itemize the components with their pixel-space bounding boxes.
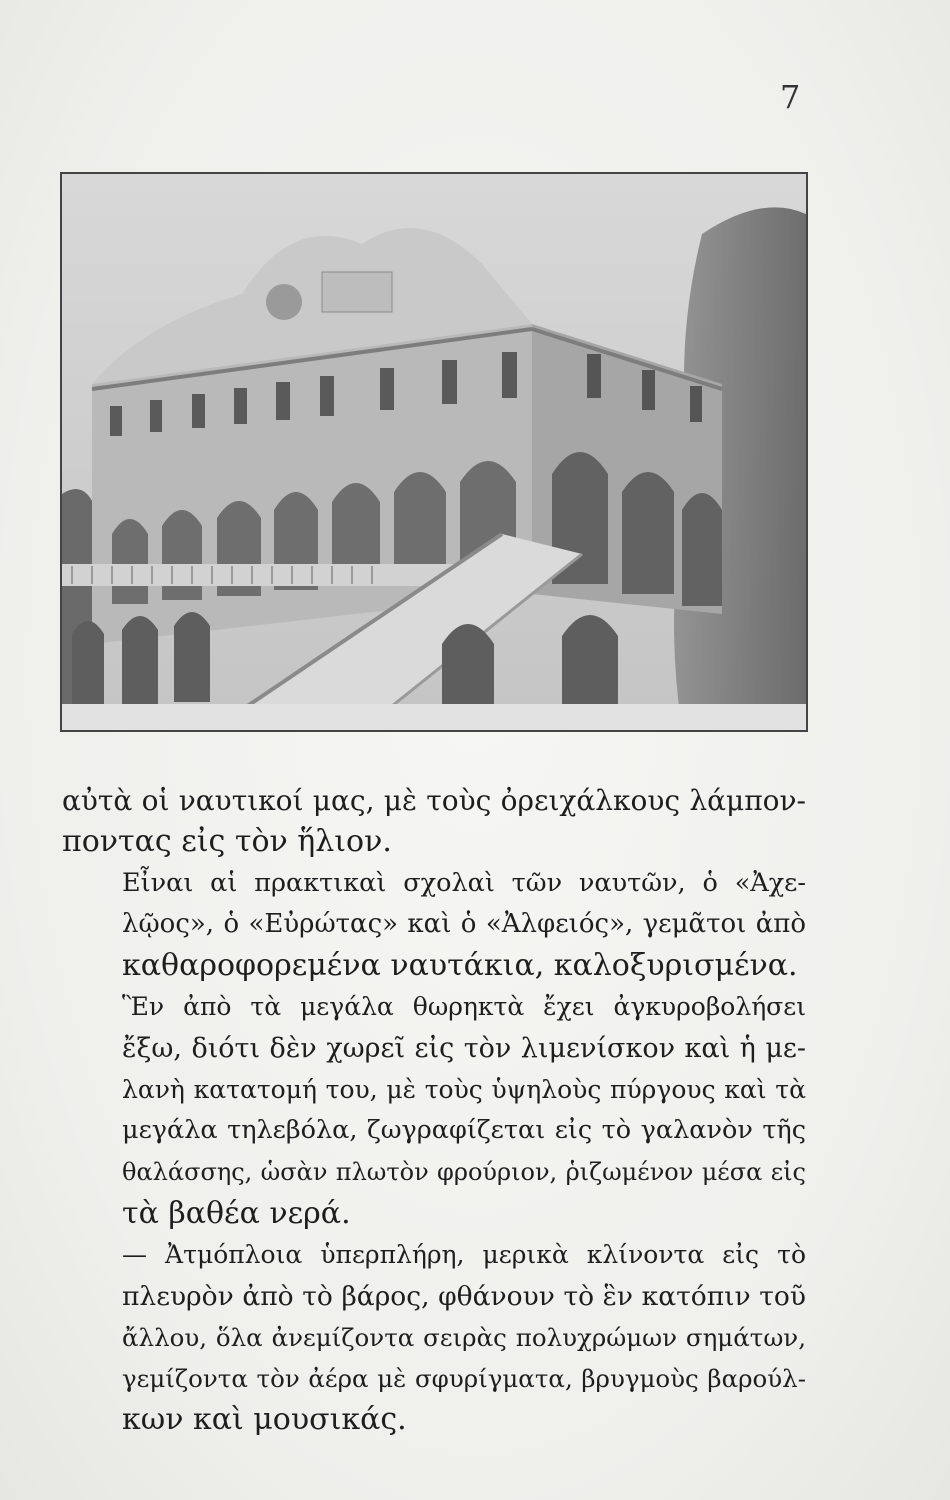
text-line: ἄλλου, ὅλα ἀνεμίζοντα σειρὰς πολυχρώμων σημάτων, [122,1322,806,1352]
text-line: ποντας εἰς τὸν ἥλιον. [62,824,392,860]
paragraph-4 [62,1234,806,1440]
text-line: θαλάσσης, ὡσὰν πλωτὸν φρούριον, ῥιζωμένον μέσα εἰς [122,1157,806,1186]
text-line: λανὴ κατατομή του, μὲ τοὺς ὑψηλοὺς πύργους καὶ τὰ [122,1075,806,1105]
paragraph-2 [62,863,806,987]
text-line: — Ἀτμόπλοια ὑπερπλήρη, μερικὰ κλίνοντα εἰς τὸ [122,1240,806,1270]
text-line: κων καὶ μουσικάς. [122,1402,407,1438]
text-line: τὰ βαθέα νερά. [122,1195,351,1231]
paragraph-3 [62,986,806,1234]
text-line: πλευρὸν ἀπὸ τὸ βάρος, φθάνουν τὸ ἓν κατόπιν τοῦ [122,1280,806,1312]
text-line: λῷος», ὁ «Εὐρώτας» καὶ ὁ «Ἀλφειός», γεμᾶτοι ἀπὸ [122,908,806,939]
building-photo-drawing [62,174,806,730]
building-photograph [60,172,808,732]
text-line: ἔξω, διότι δὲν χωρεῖ εἰς τὸν λιμενίσκον καὶ ἡ με- [122,1032,806,1064]
text-line: μεγάλα τηλεβόλα, ζωγραφίζεται εἰς τὸ γαλανὸν τῆς [122,1115,806,1146]
paragraph-1 [62,780,806,863]
body-text [62,780,806,1441]
text-line: Εἶναι αἱ πρακτικαὶ σχολαὶ τῶν ναυτῶν, ὁ «Ἀχε- [122,867,806,898]
text-line: αὐτὰ οἱ ναυτικοί μας, μὲ τοὺς ὀρειχάλκους λάμπον- [62,784,806,817]
page-number: 7 [780,78,801,116]
text-line: γεμίζοντα τὸν ἀέρα μὲ σφυρίγματα, βρυγμοὺς βαρούλ- [122,1364,806,1394]
text-line: Ἓν ἀπὸ τὰ μεγάλα θωρηκτὰ ἔχει ἀγκυροβολήσει [122,992,806,1022]
text-line: καθαροφορεμένα ναυτάκια, καλοξυρισμένα. [122,948,798,984]
